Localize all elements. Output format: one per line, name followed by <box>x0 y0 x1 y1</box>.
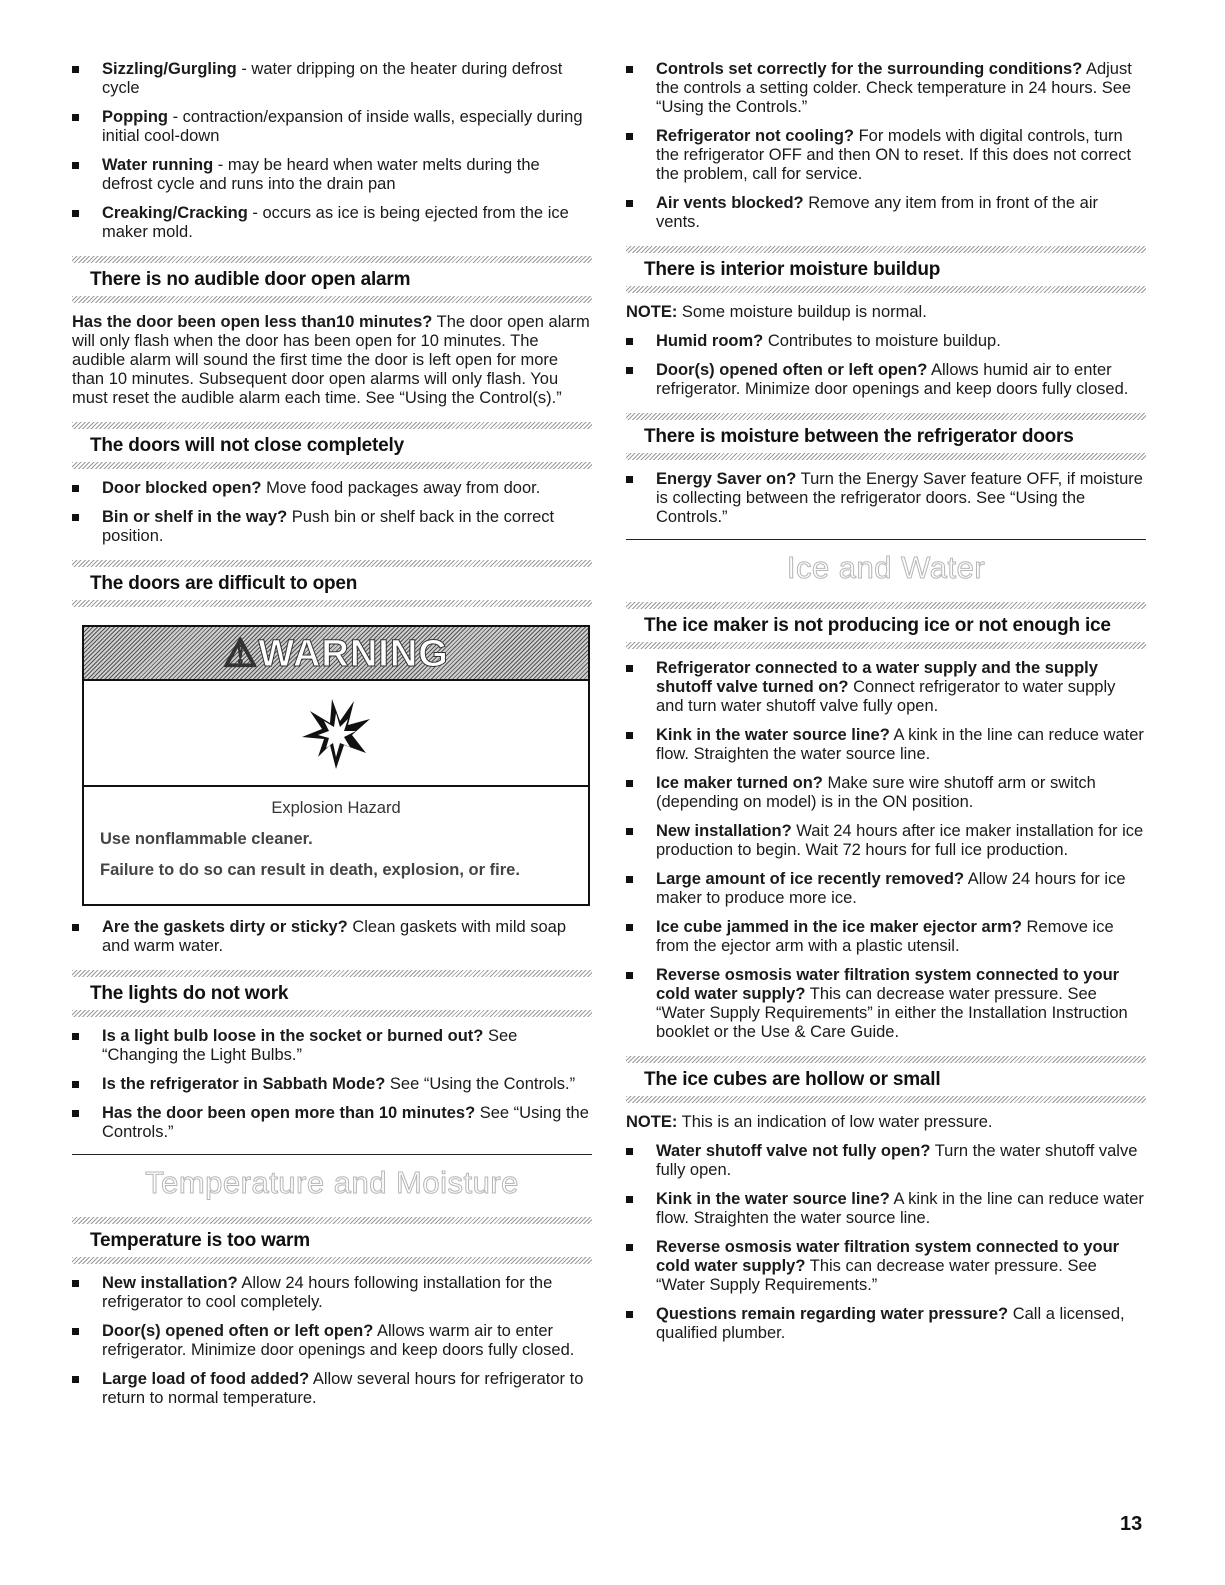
list-item: Door(s) opened often or left open? Allows warm air to enter refrigerator. Minimize door openings and keep doors fully closed. <box>72 1322 592 1360</box>
list-item: Are the gaskets dirty or sticky? Clean gaskets with mild soap and warm water. <box>72 918 592 956</box>
bullet-icon <box>72 210 79 217</box>
section-heading-alarm: There is no audible door open alarm <box>72 256 592 303</box>
noise-list <box>72 60 592 242</box>
list-item: Energy Saver on? Turn the Energy Saver feature OFF, if moisture is collecting between the refrigerator doors. See “Using the Controls.” <box>626 470 1146 527</box>
section-title-ice: Ice and Water <box>786 550 986 585</box>
list-item: Water running - may be heard when water melts during the defrost cycle and runs into the drain pan <box>72 156 592 194</box>
bullet-icon <box>72 485 79 492</box>
section-heading-close: The doors will not close completely <box>72 422 592 469</box>
bullet-icon <box>626 338 633 345</box>
bullet-icon <box>626 732 633 739</box>
between-list <box>626 470 1146 527</box>
warm-continued-list <box>626 60 1146 232</box>
list-item: New installation? Allow 24 hours following installation for the refrigerator to cool completely. <box>72 1274 592 1312</box>
interior-note: NOTE: Some moisture buildup is normal. <box>626 303 927 321</box>
section-heading-difficult: The doors are difficult to open <box>72 560 592 607</box>
list-item: Air vents blocked? Remove any item from in front of the air vents. <box>626 194 1146 232</box>
bullet-icon <box>72 1328 79 1335</box>
bullet-icon <box>626 1148 633 1155</box>
bullet-icon <box>626 665 633 672</box>
list-item: Refrigerator not cooling? For models with digital controls, turn the refrigerator OFF and then ON to reset. If this does not correct the problem, call for service. <box>626 127 1146 184</box>
list-item: Reverse osmosis water filtration system connected to your cold water supply? This can decrease water pressure. See “Water Supply Requirements.” <box>626 1238 1146 1295</box>
page-number: 13 <box>1120 1513 1143 1535</box>
section-heading-warm: Temperature is too warm <box>72 1217 592 1264</box>
section-heading-lights: The lights do not work <box>72 970 592 1017</box>
section-heading-icemaker: The ice maker is not producing ice or not enough ice <box>626 602 1146 649</box>
list-item: Large amount of ice recently removed? Allow 24 hours for ice maker to produce more ice. <box>626 870 1146 908</box>
bullet-icon <box>626 828 633 835</box>
list-item: Has the door been open more than 10 minutes? See “Using the Controls.” <box>72 1104 592 1142</box>
list-item: Ice maker turned on? Make sure wire shutoff arm or switch (depending on model) is in the ON position. <box>626 774 1146 812</box>
bullet-icon <box>72 1081 79 1088</box>
bullet-icon <box>626 133 633 140</box>
bullet-icon <box>72 1280 79 1287</box>
list-item: Reverse osmosis water filtration system connected to your cold water supply? This can decrease water pressure. See “Water Supply Requirements” in either the Installation Instruction booklet or the Use & Care Guide. <box>626 966 1146 1042</box>
list-item: Bin or shelf in the way? Push bin or shelf back in the correct position. <box>72 508 592 546</box>
bullet-icon <box>72 1110 79 1117</box>
bullet-icon <box>626 780 633 787</box>
list-item: New installation? Wait 24 hours after ice maker installation for ice production to begin. Wait 72 hours for full ice production. <box>626 822 1146 860</box>
bullet-icon <box>72 162 79 169</box>
list-item: Popping - contraction/expansion of inside walls, especially during initial cool-down <box>72 108 592 146</box>
warning-hazard: Explosion Hazard <box>271 799 401 817</box>
bullet-icon <box>626 924 633 931</box>
list-item: Is the refrigerator in Sabbath Mode? See “Using the Controls.” <box>72 1075 592 1094</box>
warning-banner: ⚠WARNING <box>84 627 588 681</box>
right-column <box>626 60 1146 1353</box>
section-title-temperature: Temperature and Moisture <box>145 1165 519 1200</box>
close-list <box>72 479 592 546</box>
warning-line-2: Failure to do so can result in death, explosion, or fire. <box>100 861 520 879</box>
bullet-icon <box>626 1196 633 1203</box>
list-item: Is a light bulb loose in the socket or burned out? See “Changing the Light Bulbs.” <box>72 1027 592 1065</box>
list-item: Questions remain regarding water pressure? Call a licensed, qualified plumber. <box>626 1305 1146 1343</box>
list-item: Sizzling/Gurgling - water dripping on the heater during defrost cycle <box>72 60 592 98</box>
bullet-icon <box>626 200 633 207</box>
section-heading-between: There is moisture between the refrigerator doors <box>626 413 1146 460</box>
hollow-note: NOTE: This is an indication of low water pressure. <box>626 1113 993 1131</box>
icemaker-list <box>626 659 1146 1042</box>
bullet-icon <box>72 924 79 931</box>
divider-rule <box>72 1154 592 1155</box>
bullet-icon <box>72 514 79 521</box>
left-column <box>72 60 592 1418</box>
list-item: Refrigerator connected to a water supply and the supply shutoff valve turned on? Connect refrigerator to water supply and turn water shutoff valve fully open. <box>626 659 1146 716</box>
list-item: Controls set correctly for the surrounding conditions? Adjust the controls a setting colder. Check temperature in 24 hours. See “Using the Controls.” <box>626 60 1146 117</box>
bullet-icon <box>626 1311 633 1318</box>
explosion-icon <box>84 681 588 787</box>
list-item: Creaking/Cracking - occurs as ice is being ejected from the ice maker mold. <box>72 204 592 242</box>
bullet-icon <box>72 1033 79 1040</box>
warm-list <box>72 1274 592 1408</box>
list-item: Kink in the water source line? A kink in the line can reduce water flow. Straighten the water source line. <box>626 1190 1146 1228</box>
section-heading-interior: There is interior moisture buildup <box>626 246 1146 293</box>
list-item: Large load of food added? Allow several hours for refrigerator to return to normal temperature. <box>72 1370 592 1408</box>
divider-rule <box>626 539 1146 540</box>
bullet-icon <box>72 114 79 121</box>
hollow-list <box>626 1142 1146 1343</box>
list-item: Water shutoff valve not fully open? Turn the water shutoff valve fully open. <box>626 1142 1146 1180</box>
bullet-icon <box>626 972 633 979</box>
bullet-icon <box>72 66 79 73</box>
bullet-icon <box>626 876 633 883</box>
difficult-list <box>72 918 592 956</box>
bullet-icon <box>626 367 633 374</box>
bullet-icon <box>72 1376 79 1383</box>
warning-line-1: Use nonflammable cleaner. <box>100 830 313 848</box>
bullet-icon <box>626 476 633 483</box>
warning-box <box>82 625 590 906</box>
bullet-icon <box>626 1244 633 1251</box>
section-heading-hollow: The ice cubes are hollow or small <box>626 1056 1146 1103</box>
list-item: Kink in the water source line? A kink in the line can reduce water flow. Straighten the water source line. <box>626 726 1146 764</box>
list-item: Ice cube jammed in the ice maker ejector arm? Remove ice from the ejector arm with a plastic utensil. <box>626 918 1146 956</box>
lights-list <box>72 1027 592 1142</box>
bullet-icon <box>626 66 633 73</box>
list-item: Door blocked open? Move food packages away from door. <box>72 479 592 498</box>
list-item: Door(s) opened often or left open? Allows humid air to enter refrigerator. Minimize door openings and keep doors fully closed. <box>626 361 1146 399</box>
alarm-paragraph: Has the door been open less than10 minutes? The door open alarm will only flash when the door has been open for 10 minutes. The audible alarm will sound the first time the door is left open for more than 10 minutes. Subsequent door open alarms will only flash. You must reset the audible alarm each time. See “Using the Control(s).” <box>72 313 590 407</box>
list-item: Humid room? Contributes to moisture buildup. <box>626 332 1146 351</box>
interior-list <box>626 332 1146 399</box>
